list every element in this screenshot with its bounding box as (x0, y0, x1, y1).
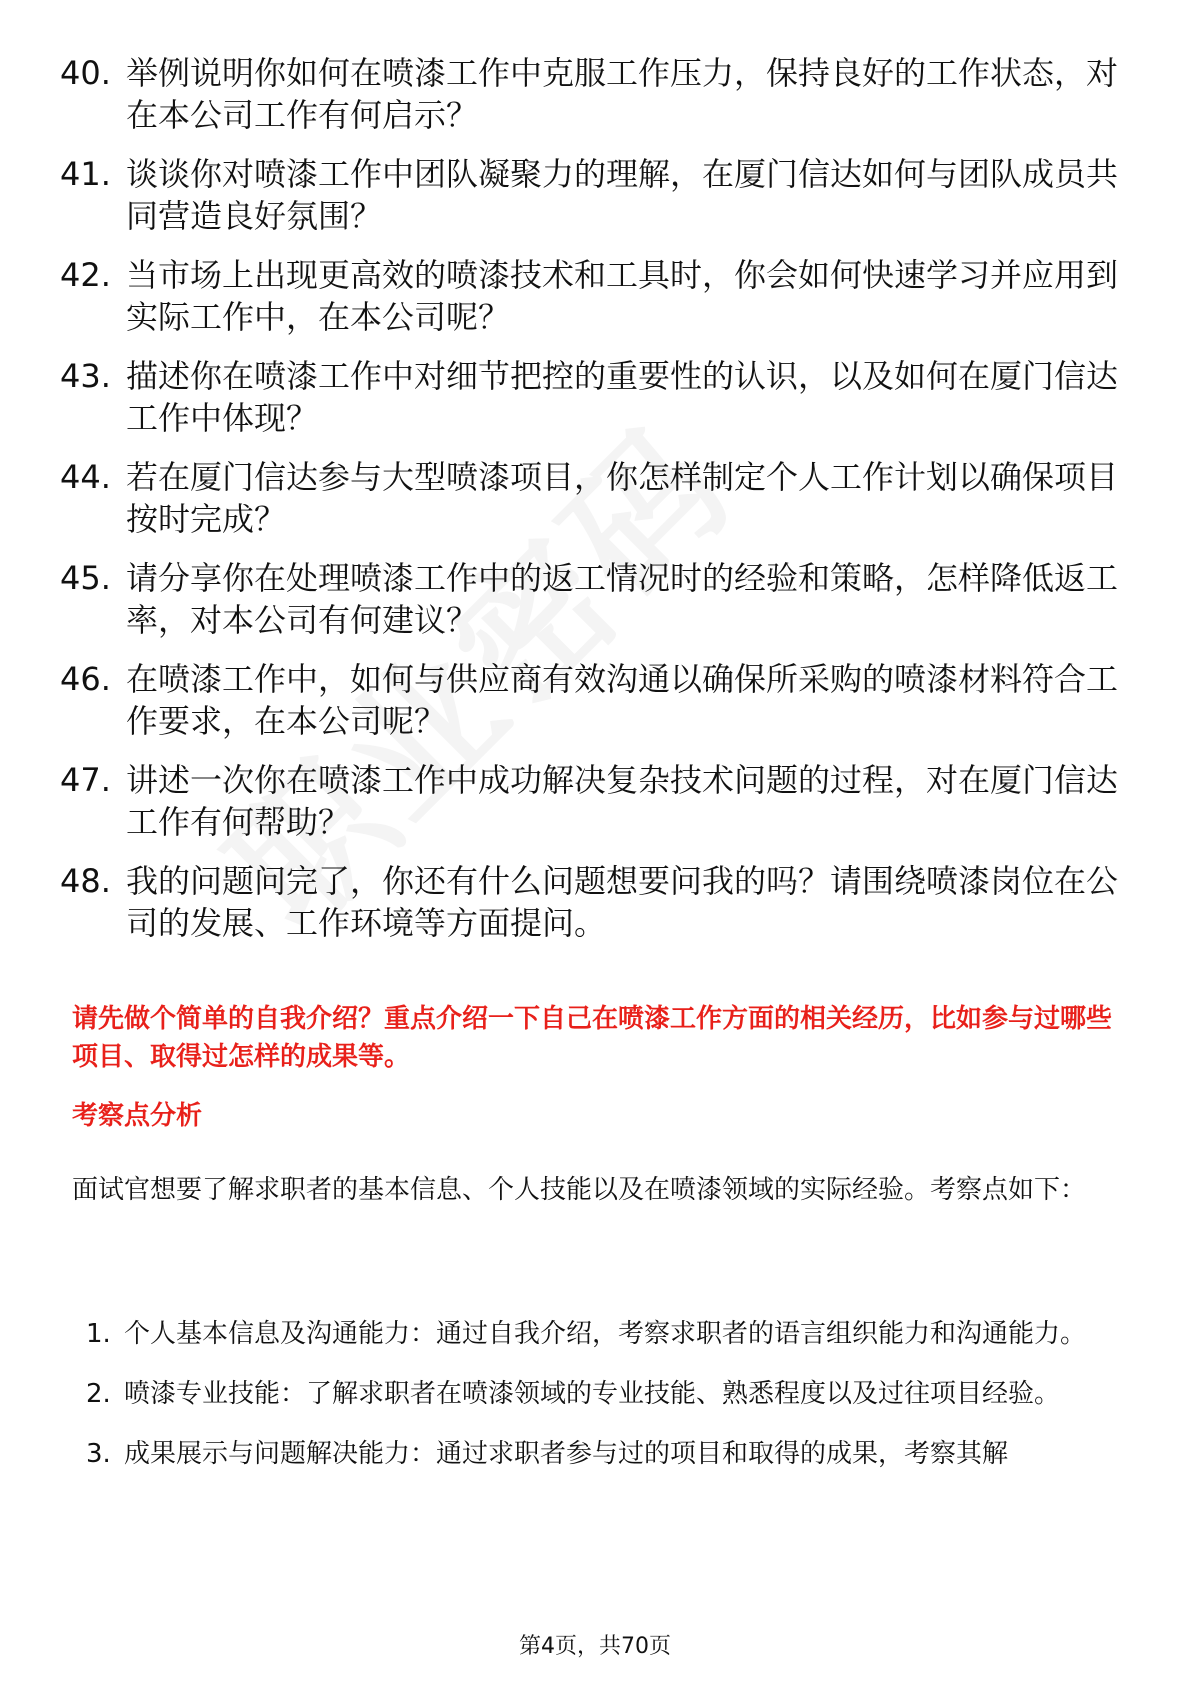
question-number: 40. (60, 54, 111, 92)
question-text: 请分享你在处理喷漆工作中的返工情况时的经验和策略，怎样降低返工率，对本公司有何建议？ (126, 559, 1119, 639)
question-text: 在喷漆工作中，如何与供应商有效沟通以确保所采购的喷漆材料符合工作要求，在本公司呢？ (126, 660, 1119, 740)
point-number: 2. (86, 1379, 111, 1409)
question-item (60, 153, 1120, 237)
question-number: 44. (60, 458, 111, 496)
point-text: 个人基本信息及沟通能力：通过自我介绍，考察求职者的语言组织能力和沟通能力。 (124, 1319, 1087, 1349)
question-number: 48. (60, 862, 111, 900)
question-text: 若在厦门信达参与大型喷漆项目，你怎样制定个人工作计划以确保项目按时完成？ (126, 458, 1119, 538)
question-number: 45. (60, 559, 111, 597)
point-text: 成果展示与问题解决能力：通过求职者参与过的项目和取得的成果，考察其解 (124, 1439, 1009, 1469)
question-item (60, 52, 1120, 136)
analysis-point (86, 1426, 1122, 1482)
question-text: 描述你在喷漆工作中对细节把控的重要性的认识，以及如何在厦门信达工作中体现？ (126, 357, 1119, 437)
analysis-point (86, 1366, 1122, 1422)
question-text: 我的问题问完了，你还有什么问题想要问我的吗？请围绕喷漆岗位在公司的发展、工作环境等方面提问。 (126, 862, 1119, 942)
analysis-intro: 面试官想要了解求职者的基本信息、个人技能以及在喷漆领域的实际经验。考察点如下： (72, 1175, 1087, 1205)
point-number: 1. (86, 1319, 111, 1349)
question-text: 当市场上出现更高效的喷漆技术和工具时，你会如何快速学习并应用到实际工作中，在本公司呢？ (126, 256, 1119, 336)
question-text: 谈谈你对喷漆工作中团队凝聚力的理解，在厦门信达如何与团队成员共同营造良好氛围？ (126, 155, 1119, 235)
question-text: 举例说明你如何在喷漆工作中克服工作压力，保持良好的工作状态，对在本公司工作有何启示？ (126, 54, 1119, 134)
question-number: 41. (60, 155, 111, 193)
question-item (60, 254, 1120, 338)
question-number: 43. (60, 357, 111, 395)
question-item (60, 860, 1120, 944)
analysis-point (86, 1306, 1122, 1362)
analysis-heading: 考察点分析 (72, 1101, 203, 1131)
page-footer: 第4页，共70页 (519, 1634, 671, 1659)
point-number: 3. (86, 1439, 111, 1469)
analysis-point-list (86, 1306, 1122, 1486)
question-list (60, 52, 1120, 961)
question-item (60, 456, 1120, 540)
question-item (60, 355, 1120, 439)
question-item (60, 759, 1120, 843)
point-text: 喷漆专业技能：了解求职者在喷漆领域的专业技能、熟悉程度以及过往项目经验。 (124, 1379, 1061, 1409)
question-number: 46. (60, 660, 111, 698)
question-number: 42. (60, 256, 111, 294)
question-item (60, 658, 1120, 742)
question-item (60, 557, 1120, 641)
question-number: 47. (60, 761, 111, 799)
highlighted-question: 请先做个简单的自我介绍？重点介绍一下自己在喷漆工作方面的相关经历，比如参与过哪些项目、取得过怎样的成果等。 (72, 1004, 1113, 1072)
question-text: 讲述一次你在喷漆工作中成功解决复杂技术问题的过程，对在厦门信达工作有何帮助？ (126, 761, 1119, 841)
